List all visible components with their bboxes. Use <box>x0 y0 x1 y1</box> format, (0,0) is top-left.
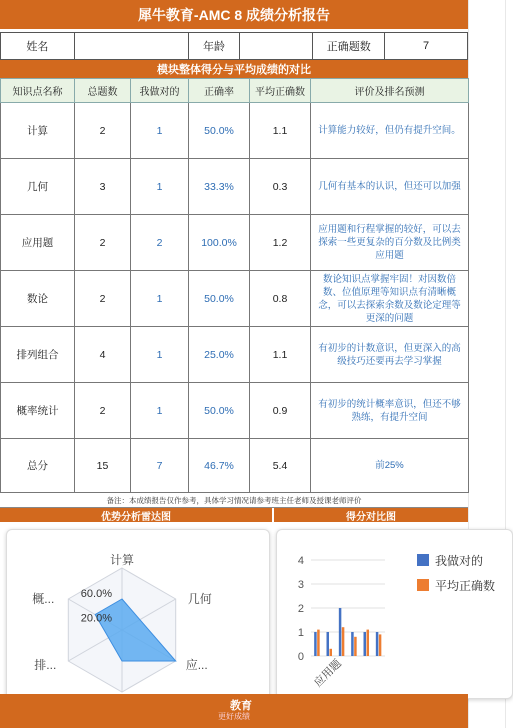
bar-mine <box>327 632 330 656</box>
bar-y-tick-label: 0 <box>297 651 304 663</box>
mine-cell: 1 <box>131 271 189 327</box>
bar-average <box>342 627 345 656</box>
rate-cell: 25.0% <box>189 327 250 383</box>
bar-average <box>330 649 333 656</box>
col-header-total: 总题数 <box>75 79 131 103</box>
radar-chart-title: 优势分析雷达图 <box>0 508 272 522</box>
radar-axis-label: 应... <box>185 658 208 672</box>
footer-title: 教育 <box>230 700 252 712</box>
section-title: 模块整体得分与平均成绩的对比 <box>0 60 468 78</box>
col-header-comment: 评价及排名预测 <box>311 79 469 103</box>
mine-cell: 2 <box>131 215 189 271</box>
comment-cell: 几何有基本的认识，但还可以加强 <box>311 159 469 215</box>
comment-cell: 应用题和行程掌握的较好，可以去探索一些更复杂的百分数及比例类应用题 <box>311 215 469 271</box>
bar-legend-label: 我做对的 <box>435 554 484 568</box>
average-cell: 0.3 <box>250 159 311 215</box>
bar-y-tick-label: 1 <box>297 627 304 639</box>
average-cell: 1.1 <box>250 103 311 159</box>
topic-cell: 应用题 <box>1 215 75 271</box>
bar-average <box>354 637 357 656</box>
bar-average <box>379 634 382 656</box>
topic-cell: 几何 <box>1 159 75 215</box>
table-row <box>1 327 469 383</box>
bar-mine <box>339 608 341 656</box>
report-title: 犀牛教育-AMC 8 成绩分析报告 <box>0 0 468 29</box>
radar-axis-label: 排... <box>34 658 57 672</box>
bar-mine <box>376 632 379 656</box>
table-row <box>1 159 469 215</box>
table-row <box>1 271 469 327</box>
bar-mine <box>351 632 354 656</box>
bar-mine <box>364 632 367 656</box>
total-row <box>1 439 469 493</box>
name-label: 姓名 <box>1 33 75 60</box>
col-header-mine: 我做对的 <box>131 79 189 103</box>
correct-count-value[interactable]: 7 <box>385 33 468 60</box>
mine-cell: 1 <box>131 383 189 439</box>
table-row <box>1 383 469 439</box>
average-cell: 0.9 <box>250 383 311 439</box>
rate-cell: 50.0% <box>189 103 250 159</box>
footer-subtitle: 更好成绩 <box>218 712 250 721</box>
total-cell: 3 <box>75 159 131 215</box>
total-cell: 2 <box>75 103 131 159</box>
radar-axis-label: 计算 <box>109 553 135 567</box>
topic-cell: 数论 <box>1 271 75 327</box>
topic-cell: 计算 <box>1 103 75 159</box>
rate-cell: 50.0% <box>189 271 250 327</box>
table-row <box>1 103 469 159</box>
comment-cell: 数论知识点掌握牢固！对因数倍数、位值原理等知识点有清晰概念，可以去探索余数及数论定理等更深的问题 <box>311 271 469 327</box>
mine-cell: 1 <box>131 327 189 383</box>
col-header-topic: 知识点名称 <box>1 79 75 103</box>
bar-average <box>367 630 370 656</box>
bar-average <box>317 630 320 656</box>
bar-mine <box>314 632 317 656</box>
average-cell: 5.4 <box>250 439 311 493</box>
name-value[interactable] <box>74 33 188 60</box>
bar-legend-swatch <box>417 554 429 566</box>
col-header-average: 平均正确数 <box>250 79 311 103</box>
comment-cell: 有初步的统计概率意识，但还不够熟练，有提升空间 <box>311 383 469 439</box>
bar-x-tick-label: 应用题 <box>312 657 344 690</box>
average-cell: 1.2 <box>250 215 311 271</box>
mine-cell: 7 <box>131 439 189 493</box>
total-cell: 2 <box>75 383 131 439</box>
rate-cell: 33.3% <box>189 159 250 215</box>
radar-tick-label: 20.0% <box>80 612 112 625</box>
comment-cell: 计算能力较好，但仍有提升空间。 <box>311 103 469 159</box>
radar-tick-label: 60.0% <box>80 587 112 600</box>
total-cell: 15 <box>75 439 131 493</box>
bar-y-tick-label: 3 <box>297 579 304 591</box>
comment-cell: 有初步的计数意识，但更深入的高级技巧还要再去学习掌握 <box>311 327 469 383</box>
average-cell: 1.1 <box>250 327 311 383</box>
bar-chart <box>277 530 513 699</box>
score-table <box>0 78 469 493</box>
topic-cell: 概率统计 <box>1 383 75 439</box>
age-value[interactable] <box>240 33 313 60</box>
total-cell: 2 <box>75 215 131 271</box>
topic-cell: 排列组合 <box>1 327 75 383</box>
mine-cell: 1 <box>131 103 189 159</box>
col-header-rate: 正确率 <box>189 79 250 103</box>
bar-y-tick-label: 4 <box>297 555 304 567</box>
radar-axis-label: 几何 <box>187 592 212 606</box>
bar-legend-swatch <box>417 579 429 591</box>
topic-cell: 总分 <box>1 439 75 493</box>
rate-cell: 50.0% <box>189 383 250 439</box>
bar-y-tick-label: 2 <box>297 603 304 615</box>
age-label: 年龄 <box>188 33 240 60</box>
total-cell: 2 <box>75 271 131 327</box>
mine-cell: 1 <box>131 159 189 215</box>
student-info-table <box>0 32 468 60</box>
footnote: 备注：本成绩报告仅作参考，具体学习情况请参考班主任老师及授课老师评价 <box>0 494 468 508</box>
correct-count-label: 正确题数 <box>313 33 385 60</box>
rate-cell: 100.0% <box>189 215 250 271</box>
radar-axis-label: 概... <box>32 592 55 606</box>
bar-chart-panel <box>276 529 513 699</box>
average-cell: 0.8 <box>250 271 311 327</box>
comment-cell: 前25% <box>311 439 469 493</box>
table-row <box>1 215 469 271</box>
bar-chart-title: 得分对比图 <box>274 508 468 522</box>
total-cell: 4 <box>75 327 131 383</box>
rate-cell: 46.7% <box>189 439 250 493</box>
bar-legend-label: 平均正确数 <box>435 579 496 593</box>
